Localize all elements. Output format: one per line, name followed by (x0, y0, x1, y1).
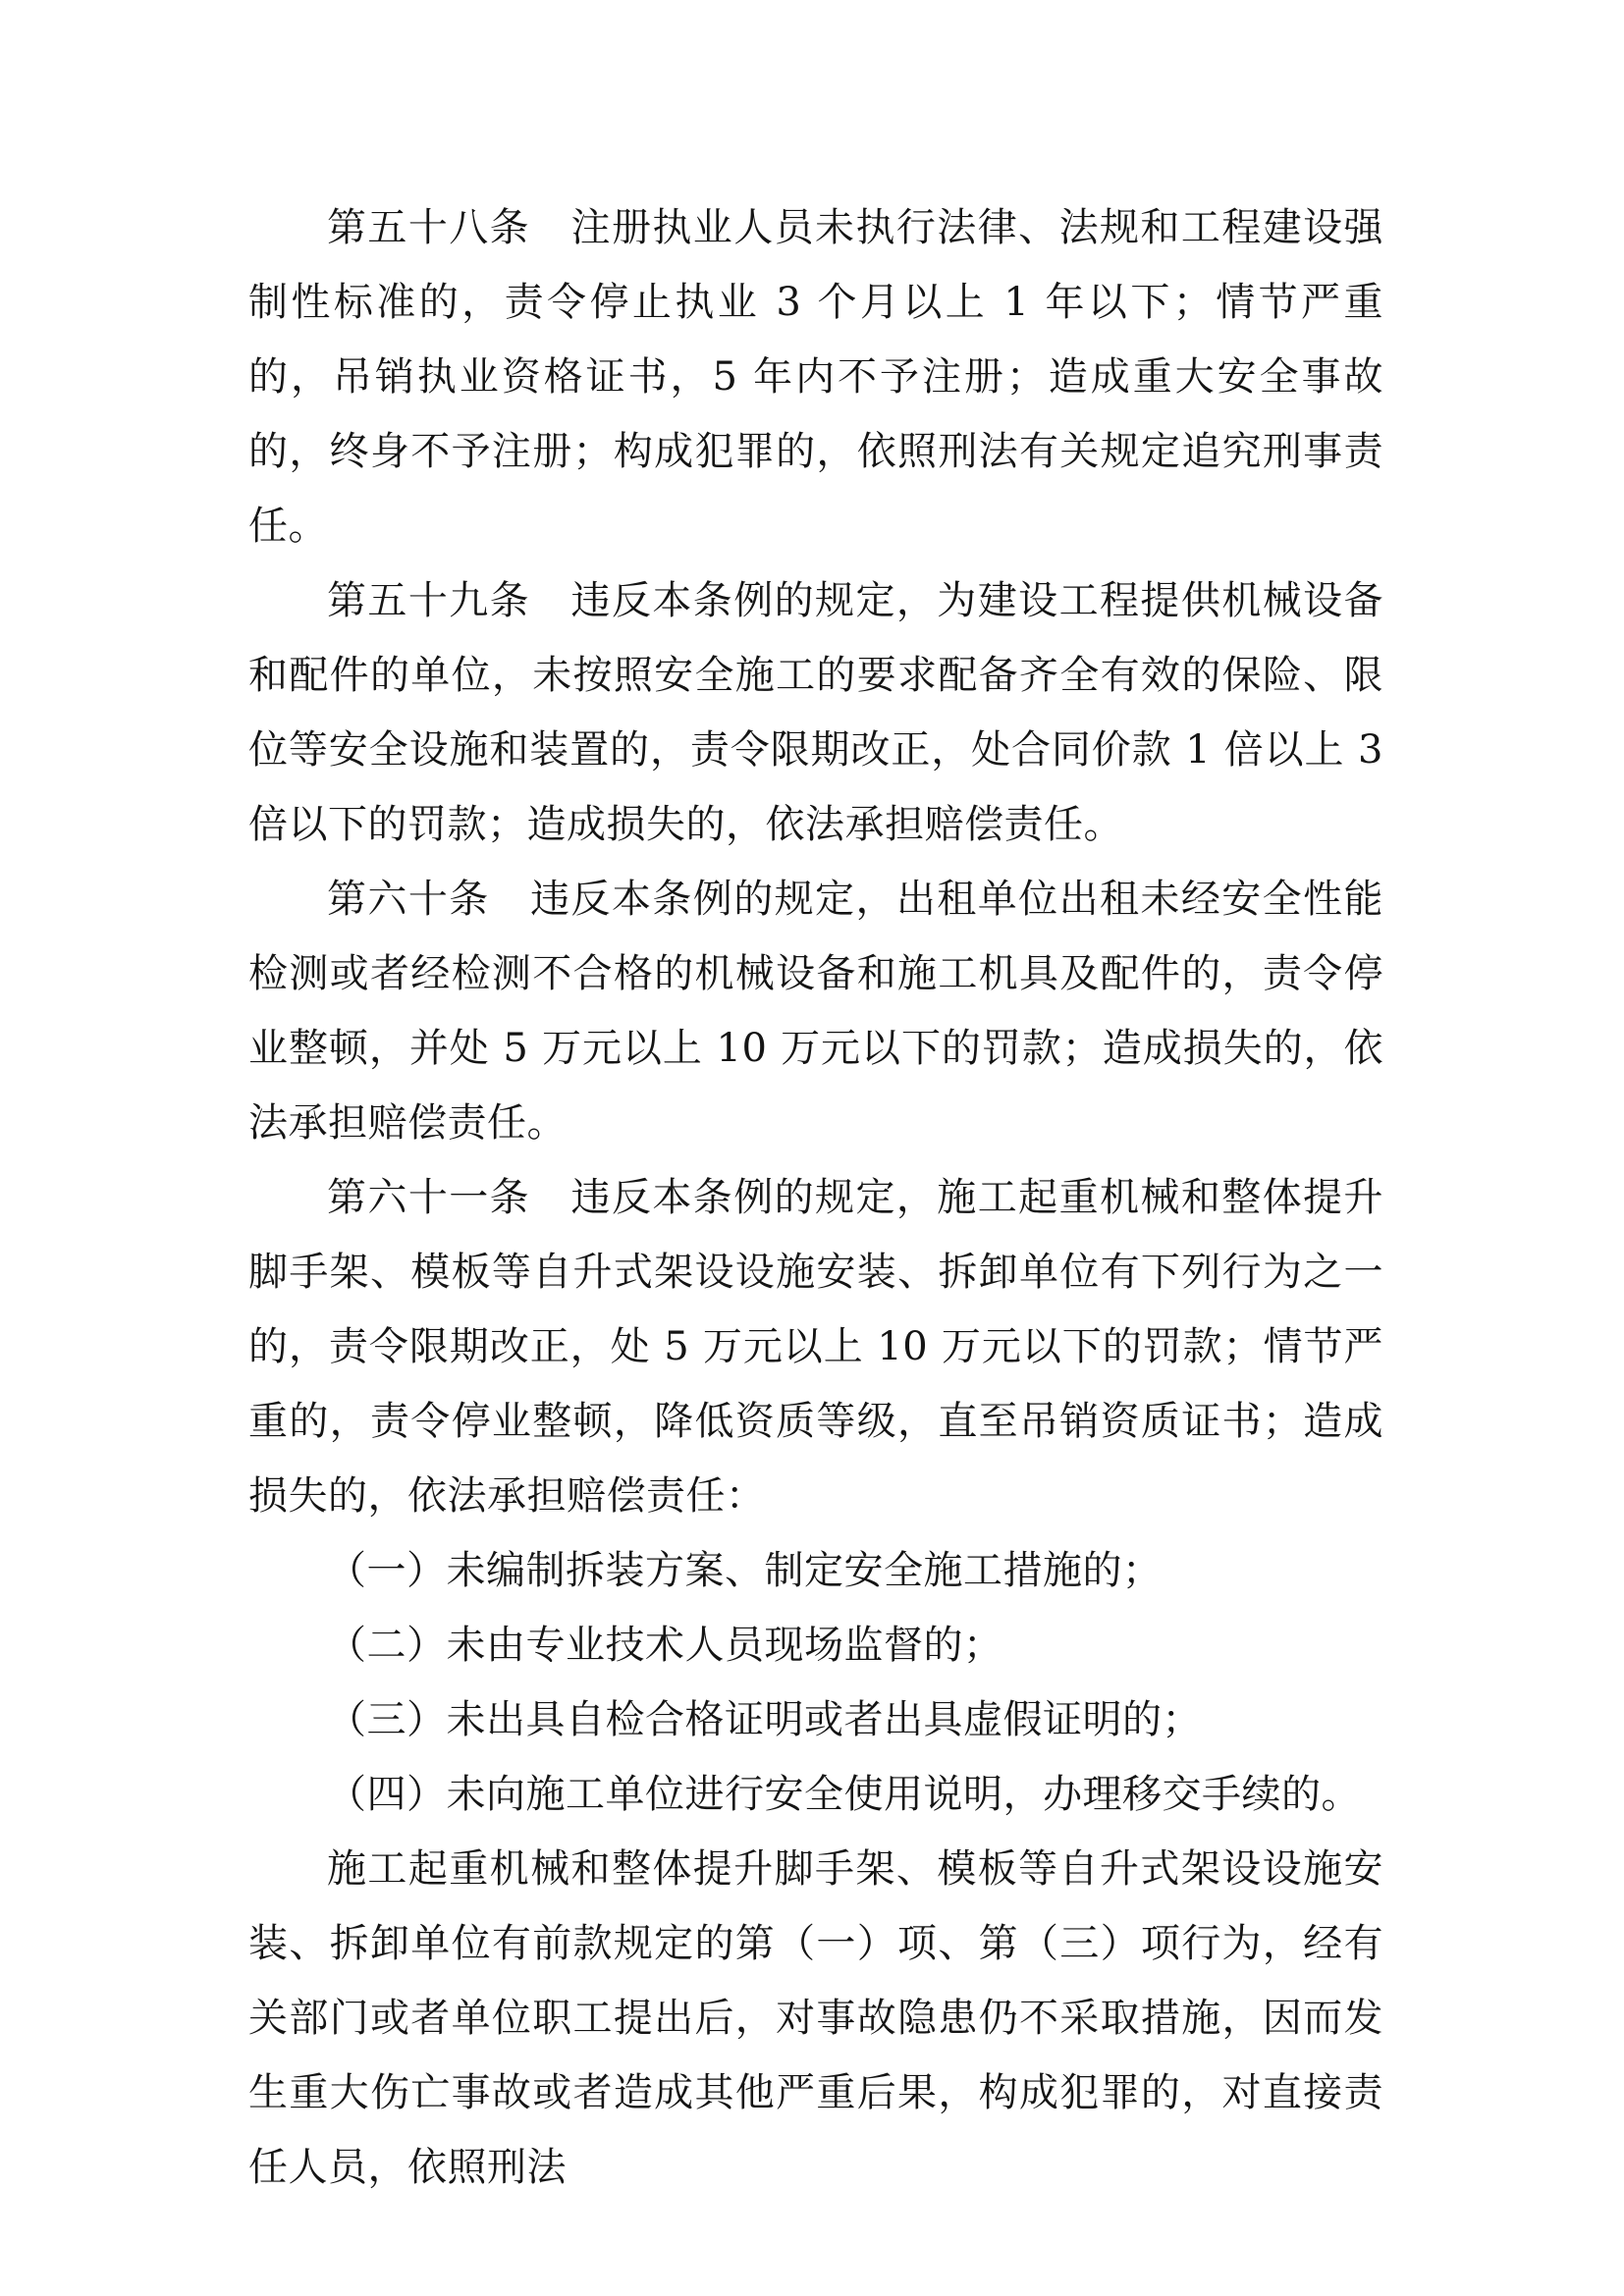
article-text: 违反本条例的规定，为建设工程提供机械设备和配件的单位，未按照安全施工的要求配备齐全有效的保险、限位等安全设施和装置的，责令限期改正，处合同价款 1 倍以上 3 倍以下的罚款；造成损失的，依法承担赔偿责任。 (248, 578, 1384, 847)
article-59 (248, 563, 1383, 862)
list-item: （一）未编制拆装方案、制定安全施工措施的； (327, 1548, 1163, 1593)
list-item: （三）未出具自检合格证明或者出具虚假证明的； (327, 1697, 1202, 1742)
article-58 (248, 190, 1383, 563)
article-60 (248, 862, 1383, 1160)
document-body (248, 190, 1383, 2205)
article-number: 第六十条 (327, 877, 490, 922)
article-number: 第五十八条 (327, 205, 531, 250)
article-61 (248, 1160, 1383, 1533)
article-text: 注册执业人员未执行法律、法规和工程建设强制性标准的，责令停止执业 3 个月以上 1 年以下；情节严重的，吊销执业资格证书，5 年内不予注册；造成重大安全事故的，终身不予注册；构成犯罪的，依照刑法有关规定追究刑事责任。 (248, 205, 1384, 549)
list-item: （四）未向施工单位进行安全使用说明，办理移交手续的。 (327, 1772, 1361, 1817)
article-text: 违反本条例的规定，施工起重机械和整体提升脚手架、模板等自升式架设设施安装、拆卸单位有下列行为之一的，责令限期改正，处 5 万元以上 10 万元以下的罚款；情节严重的，责令停业整顿，降低资质等级，直至吊销资质证书；造成损失的，依法承担赔偿责任： (248, 1175, 1384, 1519)
list-item: （二）未由专业技术人员现场监督的； (327, 1623, 1003, 1668)
article-number: 第五十九条 (327, 578, 531, 623)
article-text: 违反本条例的规定，出租单位出租未经安全性能检测或者经检测不合格的机械设备和施工机具及配件的，责令停业整顿，并处 5 万元以上 10 万元以下的罚款；造成损失的，依法承担赔偿责任。 (248, 877, 1384, 1146)
article-number: 第六十一条 (327, 1175, 531, 1220)
closing-paragraph: 施工起重机械和整体提升脚手架、模板等自升式架设设施安装、拆卸单位有前款规定的第（一）项、第（三）项行为，经有关部门或者单位职工提出后，对事故隐患仍不采取措施，因而发生重大伤亡事故或者造成其他严重后果，构成犯罪的，对直接责任人员，依照刑法 (248, 1846, 1383, 2190)
